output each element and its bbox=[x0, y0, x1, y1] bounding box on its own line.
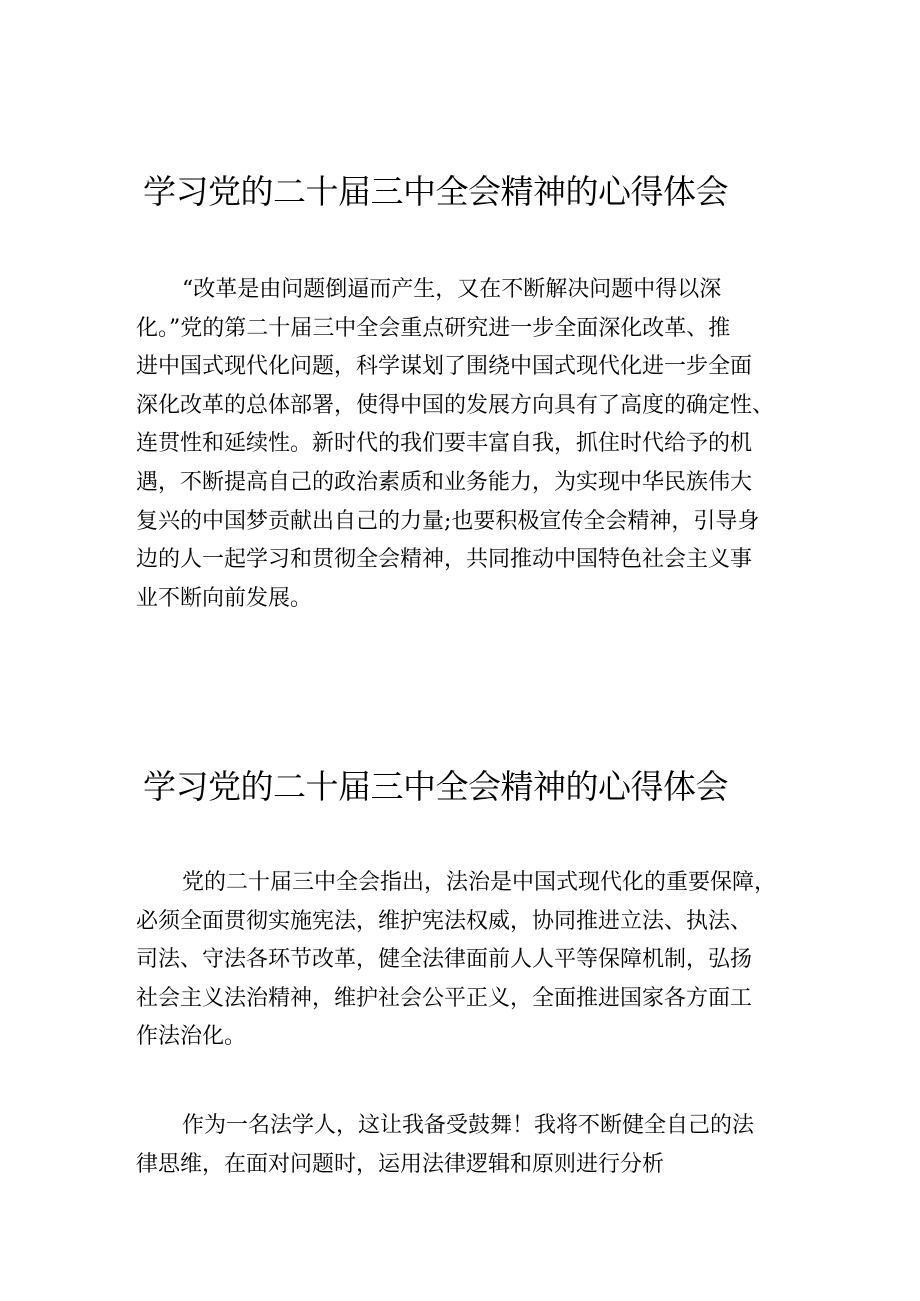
paragraph-line: 社会主义法治精神，维护社会公平正义，全面推进国家各方面工 bbox=[136, 985, 753, 1011]
paragraph-line: 律思维，在面对问题时，运用法律逻辑和原则进行分析 bbox=[136, 1151, 665, 1177]
section2-title: 学习党的二十届三中全会精神的心得体会 bbox=[143, 767, 728, 806]
section1-paragraph bbox=[136, 271, 796, 618]
paragraph-line: 党的二十届三中全会指出，法治是中国式现代化的重要保障， bbox=[182, 870, 777, 895]
paragraph-line: 作为一名法学人，这让我备受鼓舞！我将不断健全自己的法 bbox=[182, 1113, 755, 1138]
paragraph-line: 化。”党的第二十届三中全会重点研究进一步全面深化改革、推 bbox=[136, 315, 731, 341]
paragraph-line: “改革是由问题倒逼而产生，又在不断解决问题中得以深 bbox=[182, 277, 722, 302]
paragraph-line: 必须全面贯彻实施宪法，维护宪法权威，协同推进立法、执法、 bbox=[136, 908, 753, 934]
paragraph-line: 进中国式现代化问题，科学谋划了围绕中国式现代化进一步全面 bbox=[136, 354, 753, 380]
paragraph-line: 司法、守法各环节改革，健全法律面前人人平等保障机制，弘扬 bbox=[136, 947, 753, 973]
paragraph-line: 遇，不断提高自己的政治素质和业务能力，为实现中华民族伟大 bbox=[136, 469, 753, 495]
paragraph-line: 作法治化。 bbox=[136, 1024, 247, 1050]
section2-paragraph-1 bbox=[136, 864, 796, 1057]
paragraph-line: 连贯性和延续性。新时代的我们要丰富自我，抓住时代给予的机 bbox=[136, 431, 753, 457]
section1-title: 学习党的二十届三中全会精神的心得体会 bbox=[143, 172, 728, 211]
paragraph-line: 复兴的中国梦贡献出自己的力量;也要积极宣传全会精神，引导身 bbox=[136, 508, 760, 534]
paragraph-line: 业不断向前发展。 bbox=[136, 585, 313, 611]
section2-paragraph-2 bbox=[136, 1107, 796, 1184]
paragraph-line: 边的人一起学习和贯彻全会精神，共同推动中国特色社会主义事 bbox=[136, 547, 753, 573]
paragraph-line: 深化改革的总体部署，使得中国的发展方向具有了高度的确定性、 bbox=[136, 392, 775, 418]
